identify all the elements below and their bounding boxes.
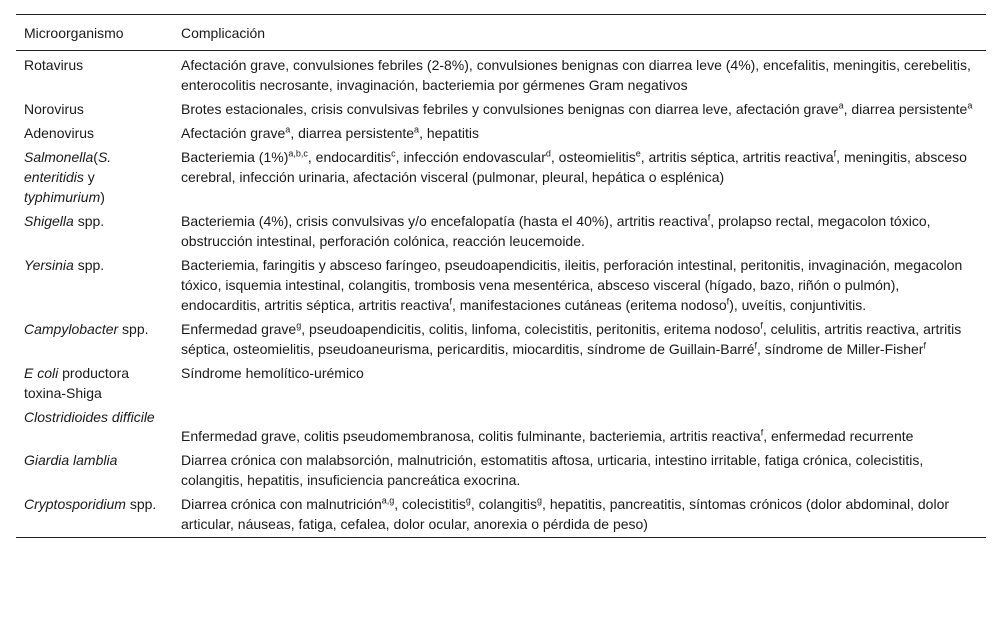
complication-cell: [173, 98, 986, 122]
organism-cell: [16, 98, 173, 122]
table-row: [16, 493, 986, 538]
text-segment: Bacteriemia (4%), crisis convulsivas y/o encefalopatía (hasta el 40%), artritis reactiva: [181, 213, 708, 229]
complication-cell: [173, 449, 986, 493]
table-row: [16, 146, 986, 210]
text-segment: , diarrea persistente: [290, 125, 415, 141]
header-complication: Complicación: [181, 25, 266, 41]
text-segment: , hepatitis: [419, 125, 479, 141]
text-segment: , infección endovascular: [395, 149, 546, 165]
text-segment: Síndrome hemolítico-urémico: [181, 365, 364, 381]
table-header: [16, 15, 986, 51]
organism-cell: [16, 210, 173, 254]
complication-cell: [173, 51, 986, 99]
footnote-marker: f: [923, 340, 926, 351]
complication-cell: [173, 210, 986, 254]
italic-text: Giardia lamblia: [24, 452, 118, 468]
italic-text: Salmonella: [24, 149, 94, 165]
text-segment: Norovirus: [24, 101, 84, 117]
organism-cell: [16, 122, 173, 146]
organism-cell: [16, 406, 173, 449]
text-segment: Enfermedad grave, colitis pseudomembranosa, colitis fulminante, bacteriemia, artritis reactiva: [181, 428, 761, 444]
text-segment: , manifestaciones cutáneas (eritema nodoso: [451, 297, 727, 313]
italic-text: Campylobacter: [24, 321, 119, 337]
text-segment: , pseudoapendicitis, colitis, linfoma, colecistitis, peritonitis, eritema nodoso: [301, 321, 761, 337]
text-segment: Brotes estacionales, crisis convulsivas febriles y convulsiones benignas con diarrea leve, afectación grave: [181, 101, 839, 117]
footnote-marker: a,g: [381, 495, 395, 506]
text-segment: Diarrea crónica con malnutrición: [181, 496, 382, 512]
table-row: [16, 122, 986, 146]
complications-table-container: [16, 14, 986, 538]
text-segment: , osteomielitis: [550, 149, 636, 165]
text-segment: , meningitis, absceso cerebral, infección urinaria, afectación visceral (pulmonar, pleural, hepática o esplénica): [181, 149, 967, 185]
text-segment: , síndrome de Miller-Fisher: [756, 341, 924, 357]
header-row: [16, 15, 986, 51]
text-segment: Afectación grave: [181, 125, 286, 141]
italic-text: Clostridioides difficile: [24, 409, 155, 425]
text-segment: , celulitis, artritis reactiva, artritis séptica, osteomielitis, pseudoaneurisma, pericarditis, miocarditis, síndrome de Guillain-Barré: [181, 321, 962, 357]
complication-cell: [173, 254, 986, 318]
footnote-marker: f: [760, 320, 763, 331]
text-segment: spp.: [73, 213, 105, 229]
complication-cell: [173, 406, 986, 449]
text-segment: , prolapso rectal, megacolon tóxico, obstrucción intestinal, perforación colónica, reacción leucemoide.: [181, 213, 931, 249]
footnote-marker: d: [545, 148, 551, 159]
text-segment: (: [93, 149, 98, 165]
complication-cell: [173, 318, 986, 362]
footnote-marker: g: [465, 495, 471, 506]
footnote-marker: a: [285, 124, 291, 135]
italic-text: Shigella: [24, 213, 74, 229]
table-row: [16, 210, 986, 254]
table-row: [16, 362, 986, 406]
text-segment: Adenovirus: [24, 125, 95, 141]
organism-cell: [16, 254, 173, 318]
footnote-marker: f: [833, 148, 837, 159]
table-row: [16, 318, 986, 362]
footnote-marker: e: [635, 148, 641, 159]
footnote-marker: f: [449, 296, 452, 307]
text-segment: Afectación grave, convulsiones febriles (2-8%), convulsiones benignas con diarrea leve (4%), encefalitis, meningitis, cerebelitis, enterocolitis necrosante, invaginación, bacteriemia por gérmenes Gram negativos: [181, 57, 971, 93]
complication-cell: [173, 493, 986, 538]
text-segment: , endocarditis: [307, 149, 392, 165]
text-segment: y: [83, 169, 95, 185]
footnote-marker: f: [707, 212, 711, 223]
footnote-marker: a: [967, 100, 973, 111]
text-segment: Bacteriemia (1%): [181, 149, 289, 165]
text-segment: spp.: [125, 496, 157, 512]
text-segment: , hepatitis, pancreatitis, síntomas crónicos (dolor abdominal, dolor articular, náuseas, fatiga, cefalea, dolor ocular, anorexia o pérdida de peso): [181, 496, 950, 532]
footnote-marker: g: [537, 495, 543, 506]
footnote-marker: a: [414, 124, 420, 135]
text-segment: Bacteriemia, faringitis y absceso faríngeo, pseudoapendicitis, ileitis, perforación intestinal, peritonitis, invaginación, megacolon tóxico, isquemia intestinal, colangitis, trombosis vena mesentérica, absceso visceral (hígado, bazo, riñón o pulmón), endocarditis, artritis séptica, artritis reactiva: [181, 257, 963, 313]
complication-cell: [173, 362, 986, 406]
complication-cell: [173, 146, 986, 210]
complication-cell: [173, 122, 986, 146]
organism-cell: [16, 449, 173, 493]
text-segment: Enfermedad grave: [181, 321, 297, 337]
text-segment: spp.: [73, 257, 105, 273]
footnote-marker: g: [296, 320, 302, 331]
text-segment: , colecistitis: [394, 496, 466, 512]
italic-text: E coli: [24, 365, 59, 381]
footnote-marker: c: [391, 148, 396, 159]
italic-text: typhimurium: [24, 189, 101, 205]
footnote-marker: f: [754, 340, 757, 351]
header-organism: Microorganismo: [24, 25, 124, 41]
table-row: [16, 449, 986, 493]
organism-cell: [16, 318, 173, 362]
italic-text: Cryptosporidium: [24, 496, 126, 512]
text-segment: ): [100, 189, 105, 205]
text-segment: Diarrea crónica con malabsorción, malnutrición, estomatitis aftosa, urticaria, intestino irritable, fatiga crónica, colecistitis, colangitis, hepatitis, insuficiencia pancreática exocrina.: [181, 452, 924, 488]
text-segment: productora toxina-Shiga: [24, 365, 130, 401]
table-row: [16, 254, 986, 318]
footnote-marker: a: [838, 100, 844, 111]
footnote-marker: a,b,c: [288, 148, 308, 159]
table-body: [16, 51, 986, 538]
table-row: [16, 98, 986, 122]
text-segment: , artritis séptica, artritis reactiva: [640, 149, 834, 165]
footnote-marker: f: [726, 296, 730, 307]
text-segment: , enfermedad recurrente: [763, 428, 914, 444]
italic-text: S. enteritidis: [24, 149, 112, 185]
footnote-marker: f: [760, 427, 764, 438]
organism-cell: [16, 362, 173, 406]
text-segment: , diarrea persistente: [843, 101, 968, 117]
text-segment: ), uveítis, conjuntivitis.: [729, 297, 867, 313]
table-row: [16, 51, 986, 99]
table-row: [16, 406, 986, 449]
organism-cell: [16, 493, 173, 538]
text-segment: spp.: [118, 321, 149, 337]
complications-table: [16, 14, 986, 538]
organism-cell: [16, 51, 173, 99]
text-segment: , colangitis: [470, 496, 538, 512]
italic-text: Yersinia: [24, 257, 74, 273]
text-segment: Rotavirus: [24, 57, 84, 73]
organism-cell: [16, 146, 173, 210]
